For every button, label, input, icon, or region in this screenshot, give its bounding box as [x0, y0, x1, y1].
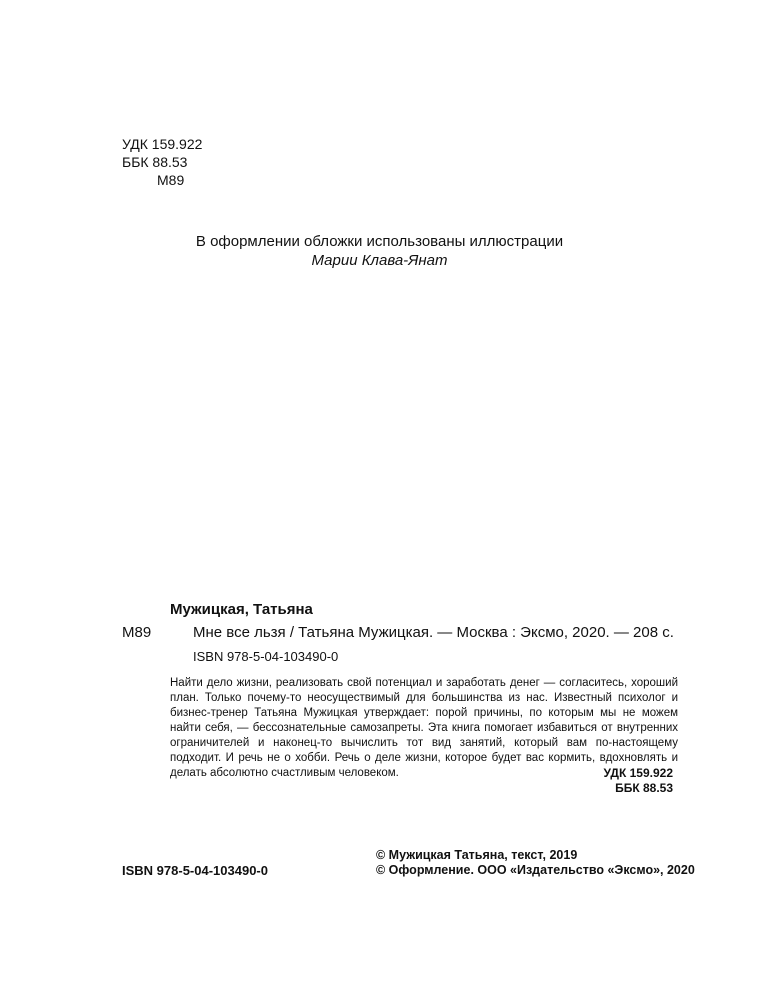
catalog-author: Мужицкая, Татьяна	[170, 601, 313, 618]
catalog-udk: УДК 159.922	[603, 766, 673, 780]
bbk-code: ББК 88.53	[122, 154, 188, 170]
cover-credit-line: В оформлении обложки использованы иллюстрации	[195, 233, 564, 250]
footer-isbn: ISBN 978-5-04-103490-0	[122, 863, 268, 878]
author-mark: М89	[157, 172, 185, 188]
catalog-bbk: ББК 88.53	[615, 781, 673, 795]
copyright-text: © Мужицкая Татьяна, текст, 2019	[376, 848, 578, 862]
annotation	[170, 676, 678, 781]
copyright-design: © Оформление. ООО «Издательство «Эксмо», 2020	[376, 863, 695, 877]
catalog-codes	[604, 766, 673, 796]
annotation-text: Найти дело жизни, реализовать свой потенциал и заработать денег — согласитесь, хороший план. Только почему-то неосуществимый для большинства из нас. Известный психолог и бизнес-тренер Татьяна Мужицкая утверждает: порой причины, по которым мы не можем найти себя, — бессознательные самозапреты. Эта книга помогает избавиться от внутренних ограничителей и наконец-то вычислить тот вид занятий, который вам по-настоящему подходит. И речь не о хобби. Речь о деле жизни, которое будет вас кормить, вдохновлять и делать абсолютно счастливым человеком.	[170, 677, 678, 779]
illustrator-name: Марии Клава-Янат	[311, 252, 448, 269]
copyright-block	[376, 848, 695, 878]
cover-credit	[0, 232, 759, 270]
udk-code: УДК 159.922	[122, 136, 203, 152]
catalog-isbn: ISBN 978-5-04-103490-0	[193, 649, 339, 664]
catalog-author-mark: М89	[122, 624, 152, 641]
bibliographic-description: Мне все льзя / Татьяна Мужицкая. — Москва : Эксмо, 2020. — 208 с.	[193, 624, 674, 641]
top-classification-block	[122, 135, 202, 189]
